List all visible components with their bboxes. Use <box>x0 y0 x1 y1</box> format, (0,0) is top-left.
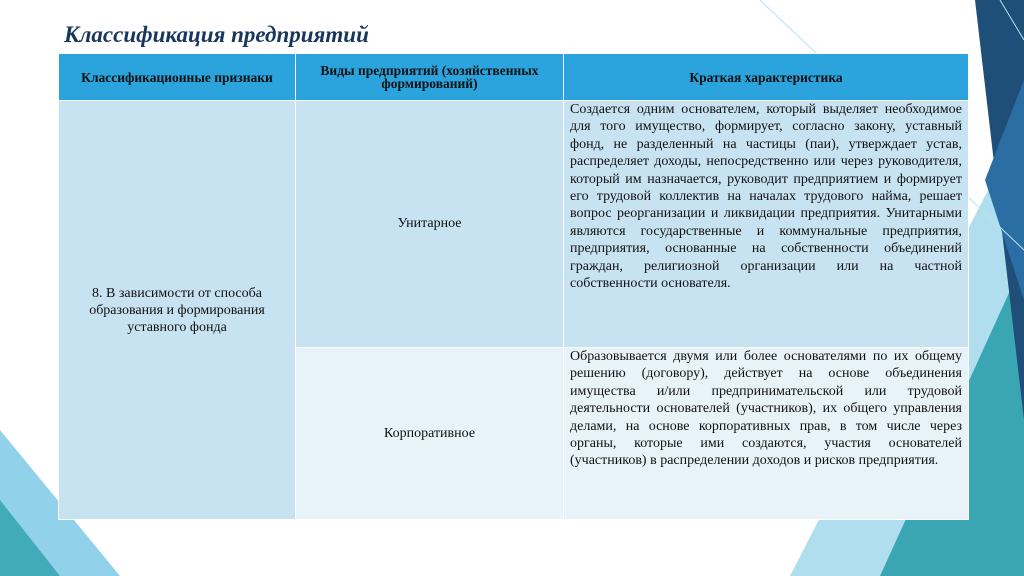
description-cell-unitary <box>564 101 969 348</box>
type-cell-corporate: Корпоративное <box>296 348 564 520</box>
header-criteria: Классификационные признаки <box>59 54 296 101</box>
description-text: Создается одним основателем, который выделяет необходимое для того имущество, формирует, согласно закону, уставный фонд, не разделенный на частицы (паи), утверждает устав, распределяет доходы, непосредственно или через руководителя, который им назначается, руководит предприятием и формирует его трудовой коллектив на началах трудового найма, решает вопрос реорганизации и ликвидации предприятия. Унитарными являются государственные и коммунальные предприятия, предприятия, основанные на собственности объединений граждан, религиозной организации или на частной собственности основателя. <box>570 102 962 292</box>
table-header-row <box>59 54 969 101</box>
table-row <box>59 101 969 348</box>
classification-table <box>58 53 969 520</box>
description-cell-corporate <box>564 348 969 520</box>
type-cell-unitary: Унитарное <box>296 101 564 348</box>
description-text: Образовывается двумя или более основателями по их общему решению (договору), действует на основе объединения имущества и/или предпринимательской или трудовой деятельности основателей (участников), их общего управления делами, на основе корпоративных прав, в том числе через органы, которые ими создаются, участия основателей (участников) в распределении доходов и рисков предприятия. <box>570 349 962 469</box>
slide-title: Классификация предприятий <box>64 22 369 47</box>
criterion-text: 8. В зависимости от способа образования и формирования уставного фонда <box>89 285 265 335</box>
header-types: Виды предприятий (хозяйственных формирований) <box>296 54 564 101</box>
header-description: Краткая характеристика <box>564 54 969 101</box>
criterion-cell <box>59 101 296 520</box>
